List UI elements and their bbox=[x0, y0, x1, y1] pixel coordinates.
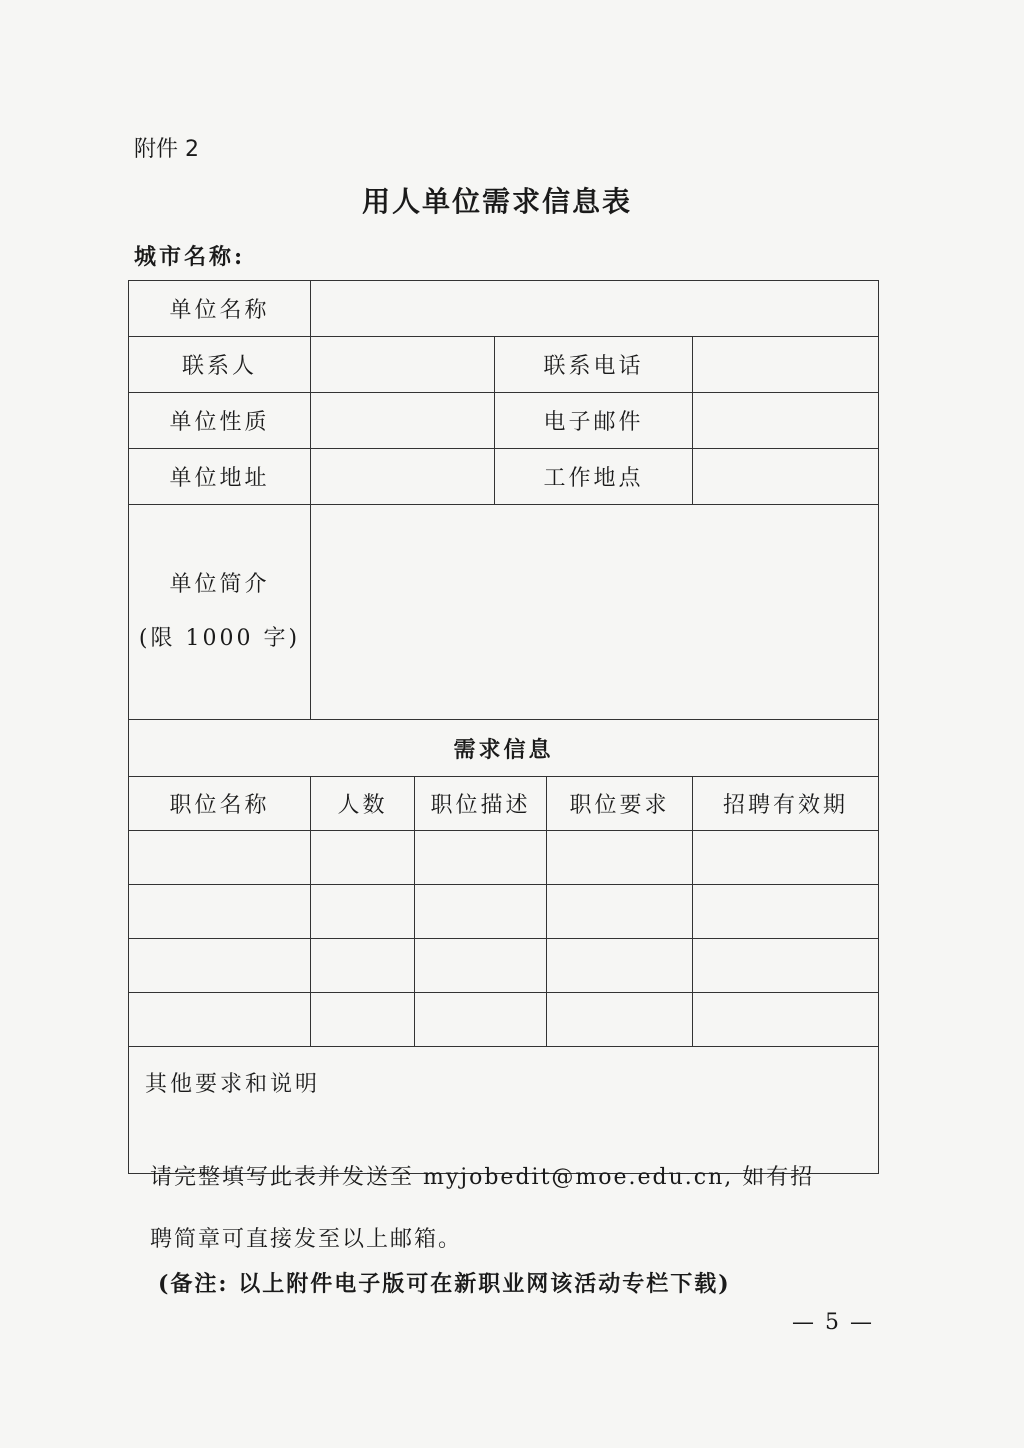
page-number: — 5 — bbox=[792, 1310, 874, 1335]
row-section-header bbox=[129, 720, 879, 777]
col-header-description: 职位描述 bbox=[415, 777, 547, 831]
section-title: 需求信息 bbox=[129, 720, 879, 777]
position-name-cell[interactable] bbox=[129, 831, 311, 885]
description-cell[interactable] bbox=[415, 939, 547, 993]
row-contact bbox=[129, 337, 879, 393]
validity-cell[interactable] bbox=[693, 885, 879, 939]
unit-address-field[interactable] bbox=[311, 449, 495, 505]
table-row bbox=[129, 993, 879, 1047]
intro-limit-note: (限 1000 字) bbox=[138, 626, 301, 651]
email-field[interactable] bbox=[693, 393, 879, 449]
row-column-headers bbox=[129, 777, 879, 831]
unit-nature-label: 单位性质 bbox=[129, 393, 311, 449]
page-title: 用人单位需求信息表 bbox=[361, 185, 632, 218]
unit-intro-label-cell bbox=[129, 505, 311, 720]
contact-person-field[interactable] bbox=[311, 337, 495, 393]
col-header-position-name: 职位名称 bbox=[129, 777, 311, 831]
col-header-headcount: 人数 bbox=[311, 777, 415, 831]
unit-name-label: 单位名称 bbox=[129, 281, 311, 337]
other-notes-label: 其他要求和说明 bbox=[145, 1072, 321, 1097]
position-name-cell[interactable] bbox=[129, 939, 311, 993]
headcount-cell[interactable] bbox=[311, 939, 415, 993]
requirements-cell[interactable] bbox=[547, 993, 693, 1047]
row-unit-intro bbox=[129, 505, 879, 720]
table-row bbox=[129, 885, 879, 939]
unit-name-field[interactable] bbox=[311, 281, 879, 337]
description-cell[interactable] bbox=[415, 831, 547, 885]
requirements-cell[interactable] bbox=[547, 885, 693, 939]
work-location-field[interactable] bbox=[693, 449, 879, 505]
unit-intro-field[interactable] bbox=[311, 505, 879, 720]
contact-person-label: 联系人 bbox=[129, 337, 311, 393]
instruction-line-1: 请完整填写此表并发送至 myjobedit@moe.edu.cn, 如有招 bbox=[150, 1165, 815, 1190]
instruction-line-2: 聘简章可直接发至以上邮箱。 bbox=[150, 1227, 463, 1252]
position-name-cell[interactable] bbox=[129, 885, 311, 939]
table-row bbox=[129, 939, 879, 993]
table-row bbox=[129, 831, 879, 885]
headcount-cell[interactable] bbox=[311, 993, 415, 1047]
requirements-cell[interactable] bbox=[547, 831, 693, 885]
other-notes-field[interactable] bbox=[129, 1047, 879, 1174]
row-other-notes bbox=[129, 1047, 879, 1174]
validity-cell[interactable] bbox=[693, 993, 879, 1047]
validity-cell[interactable] bbox=[693, 831, 879, 885]
headcount-cell[interactable] bbox=[311, 831, 415, 885]
description-cell[interactable] bbox=[415, 885, 547, 939]
row-unit-nature bbox=[129, 393, 879, 449]
requirement-form-table bbox=[128, 280, 879, 1174]
attachment-label: 附件 2 bbox=[134, 137, 199, 162]
work-location-label: 工作地点 bbox=[495, 449, 693, 505]
col-header-requirements: 职位要求 bbox=[547, 777, 693, 831]
contact-phone-label: 联系电话 bbox=[495, 337, 693, 393]
unit-address-label: 单位地址 bbox=[129, 449, 311, 505]
description-cell[interactable] bbox=[415, 993, 547, 1047]
position-name-cell[interactable] bbox=[129, 993, 311, 1047]
contact-phone-field[interactable] bbox=[693, 337, 879, 393]
row-unit-address bbox=[129, 449, 879, 505]
headcount-cell[interactable] bbox=[311, 885, 415, 939]
email-label: 电子邮件 bbox=[495, 393, 693, 449]
requirements-cell[interactable] bbox=[547, 939, 693, 993]
col-header-validity: 招聘有效期 bbox=[693, 777, 879, 831]
remark-note: (备注: 以上附件电子版可在新职业网该活动专栏下载) bbox=[158, 1271, 731, 1297]
city-name-label: 城市名称: bbox=[134, 244, 246, 270]
unit-nature-field[interactable] bbox=[311, 393, 495, 449]
validity-cell[interactable] bbox=[693, 939, 879, 993]
unit-intro-label: 单位简介 bbox=[169, 572, 270, 597]
row-unit-name bbox=[129, 281, 879, 337]
